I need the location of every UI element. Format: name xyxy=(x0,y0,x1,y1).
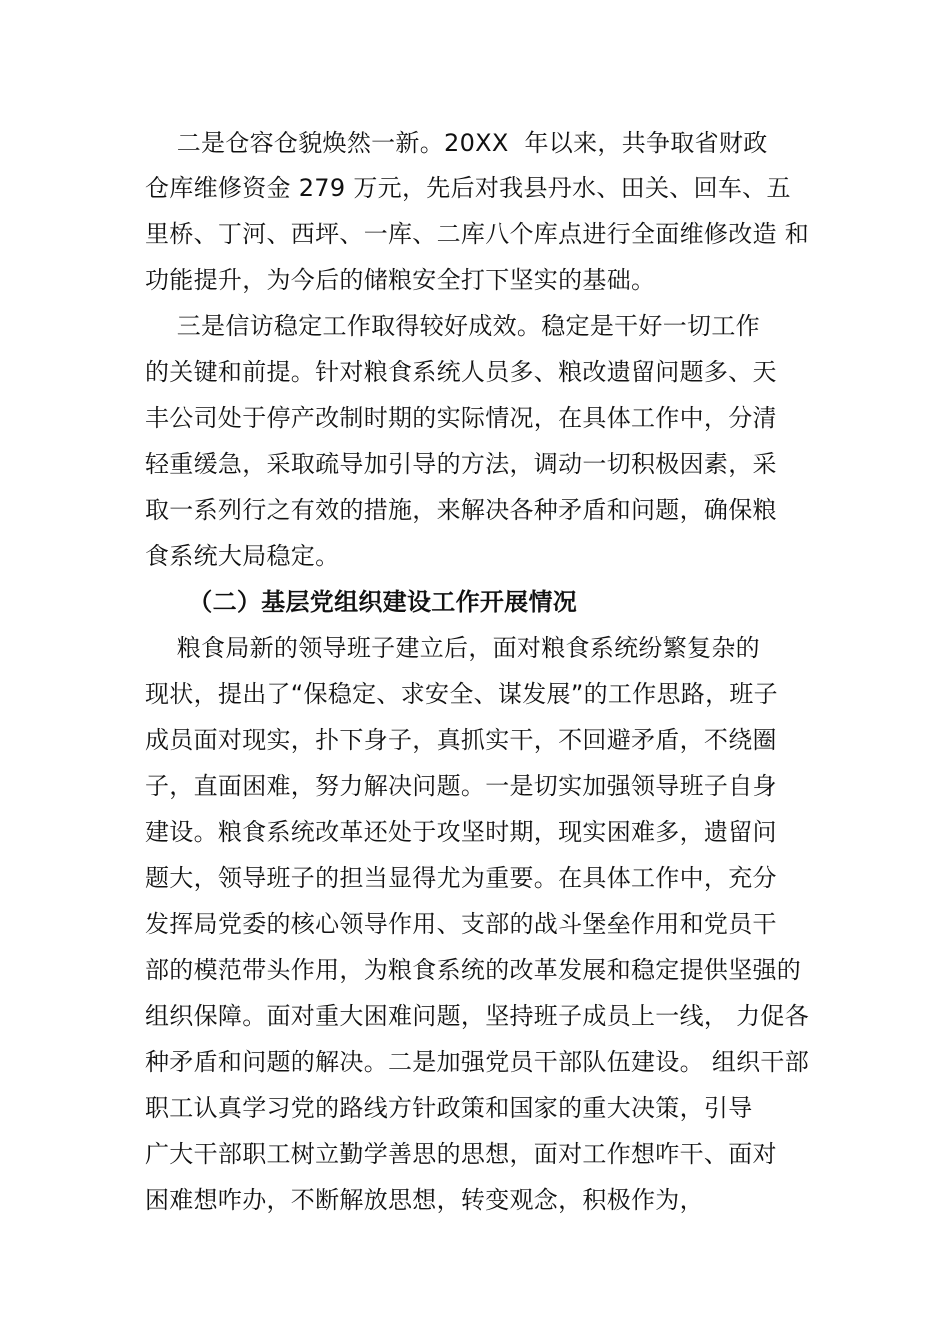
paragraph-line: 三是信访稳定工作取得较好成效。稳定是干好一切工作 xyxy=(145,312,760,340)
paragraph-line: 建设。粮食系统改革还处于攻坚时期，现实困难多，遗留问 xyxy=(145,818,777,846)
paragraph-line: 食系统大局稳定。 xyxy=(145,542,340,570)
paragraph-line: 粮食局新的领导班子建立后，面对粮食系统纷繁复杂的 xyxy=(145,634,760,662)
section-heading: （二）基层党组织建设工作开展情况 xyxy=(145,588,578,616)
paragraph-line: 二是仓容仓貌焕然一新。20XX 年以来，共争取省财政 xyxy=(145,129,768,157)
paragraph-line: 广大干部职工树立勤学善思的思想，面对工作想咋干、面对 xyxy=(145,1140,777,1168)
paragraph-line: 取一系列行之有效的措施，来解决各种矛盾和问题，确保粮 xyxy=(145,496,777,524)
paragraph-line: 轻重缓急，采取疏导加引导的方法，调动一切积极因素，采 xyxy=(145,450,777,478)
paragraph-line: 成员面对现实，扑下身子，真抓实干，不回避矛盾，不绕圈 xyxy=(145,726,777,754)
paragraph-line: 发挥局党委的核心领导作用、支部的战斗堡垒作用和党员干 xyxy=(145,910,777,938)
paragraph-line: 里桥、丁河、西坪、一库、二库八个库点进行全面维修改造 和 xyxy=(145,220,810,248)
paragraph-line: 组织保障。面对重大困难问题，坚持班子成员上一线， 力促各 xyxy=(145,1002,810,1030)
paragraph-line: 现状，提出了“保稳定、求安全、谋发展”的工作思路，班子 xyxy=(145,680,778,708)
paragraph-line: 种矛盾和问题的解决。二是加强党员干部队伍建设。 组织干部 xyxy=(145,1048,810,1076)
paragraph-line: 功能提升，为今后的储粮安全打下坚实的基础。 xyxy=(145,266,656,294)
paragraph-line: 仓库维修资金 279 万元，先后对我县丹水、田关、回车、五 xyxy=(145,174,791,202)
paragraph-line: 困难想咋办，不断解放思想，转变观念，积极作为， xyxy=(145,1186,704,1214)
paragraph-line: 部的模范带头作用，为粮食系统的改革发展和稳定提供坚强的 xyxy=(145,956,802,984)
paragraph-line: 丰公司处于停产改制时期的实际情况，在具体工作中，分清 xyxy=(145,404,777,432)
paragraph-line: 子，直面困难，努力解决问题。一是切实加强领导班子自身 xyxy=(145,772,777,800)
paragraph-line: 的关键和前提。针对粮食系统人员多、粮改遗留问题多、天 xyxy=(145,358,777,386)
paragraph-line: 题大，领导班子的担当显得尤为重要。在具体工作中，充分 xyxy=(145,864,777,892)
paragraph-line: 职工认真学习党的路线方针政策和国家的重大决策，引导 xyxy=(145,1094,753,1122)
